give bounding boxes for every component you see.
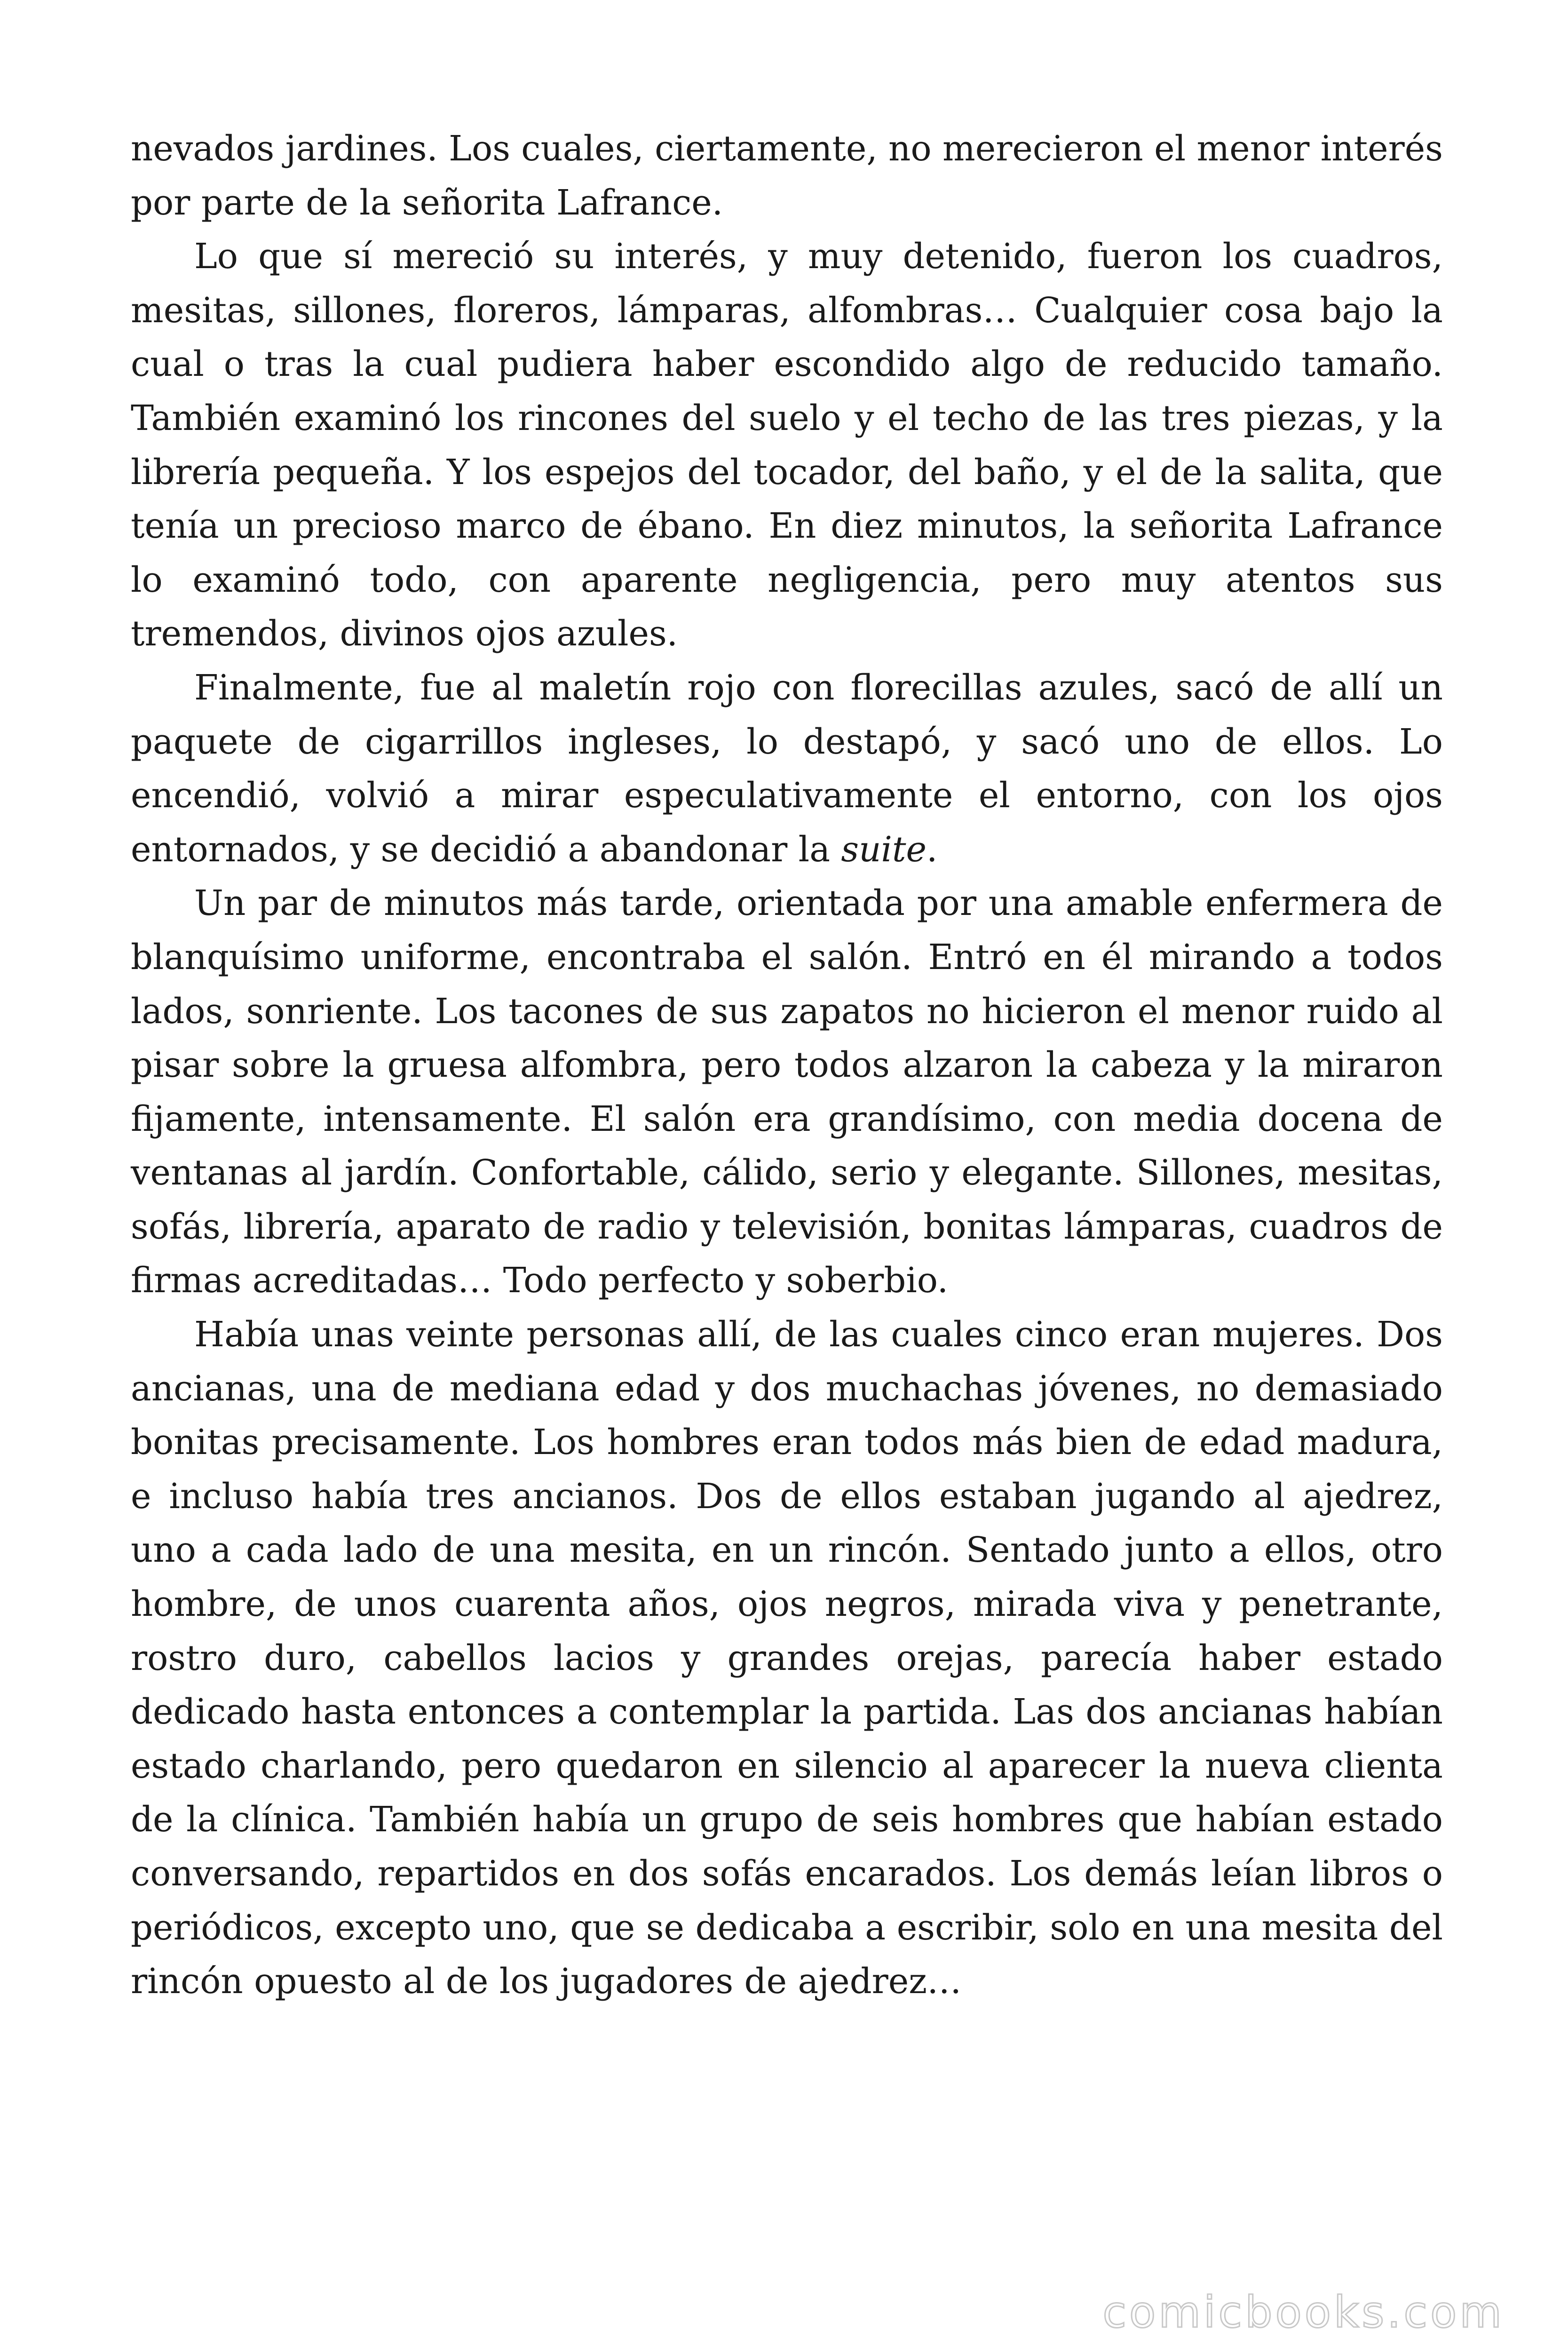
paragraph-3 [131,661,1443,877]
paragraph-5: Había unas veinte personas allí, de las cuales cinco eran mujeres. Dos ancianas, una de mediana edad y dos muchachas jóvenes, no demasiado bonitas precisamente. Los hombres eran todos más bien de edad madura, e incluso había tres ancianos. Dos de ellos estaban jugando al ajedrez, uno a cada lado de una mesita, en un rincón. Sentado junto a ellos, otro hombre, de unos cuarenta años, ojos negros, mirada viva y penetrante, rostro duro, cabellos lacios y grandes orejas, parecía haber estado dedicado hasta entonces a contemplar la partida. Las dos ancianas habían estado charlando, pero quedaron en silencio al aparecer la nueva clienta de la clínica. También había un grupo de seis hombres que habían estado conversando, repartidos en dos sofás encarados. Los demás leían libros o periódicos, excepto uno, que se dedicaba a escribir, solo en una mesita del rincón opuesto al de los jugadores de ajedrez… [131,1315,1443,2002]
body-text [131,122,1443,2009]
paragraph-3-text-start: Finalmente, fue al maletín rojo con florecillas azules, sacó de allí un paquete de cigarrillos ingleses, lo destapó, y sacó uno de ellos. Lo encendió, volvió a mirar especulativamente el entorno, con los ojos entornados, y se decidió a abandonar la [131,667,1443,870]
watermark-logo: comicbooks.com [1102,2287,1505,2337]
paragraph-2: Lo que sí mereció su interés, y muy detenido, fueron los cuadros, mesitas, sillones, floreros, lámparas, alfombras… Cualquier cosa bajo la cual o tras la cual pudiera haber escondido algo de reducido tamaño. También examinó los rincones del suelo y el techo de las tres piezas, y la librería pequeña. Y los espejos del tocador, del baño, y el de la salita, que tenía un precioso marco de ébano. En diez minutos, la señorita Lafrance lo examinó todo, con aparente negligencia, pero muy atentos sus tremendos, divinos ojos azules. [131,237,1443,654]
italic-word-suite: suite [841,829,927,870]
paragraph-3-text-end: . [926,829,938,870]
paragraph-1: nevados jardines. Los cuales, ciertamente, no merecieron el menor interés por parte de la señorita Lafrance. [131,129,1443,223]
paragraph-4: Un par de minutos más tarde, orientada por una amable enfermera de blanquísimo uniforme, encontraba el salón. Entró en él mirando a todos lados, sonriente. Los tacones de sus zapatos no hicieron el menor ruido al pisar sobre la gruesa alfombra, pero todos alzaron la cabeza y la miraron fijamente, intensamente. El salón era grandísimo, con media docena de ventanas al jardín. Confortable, cálido, serio y elegante. Sillones, mesitas, sofás, librería, aparato de radio y televisión, bonitas lámparas, cuadros de firmas acreditadas… Todo perfecto y soberbio. [131,883,1443,1301]
